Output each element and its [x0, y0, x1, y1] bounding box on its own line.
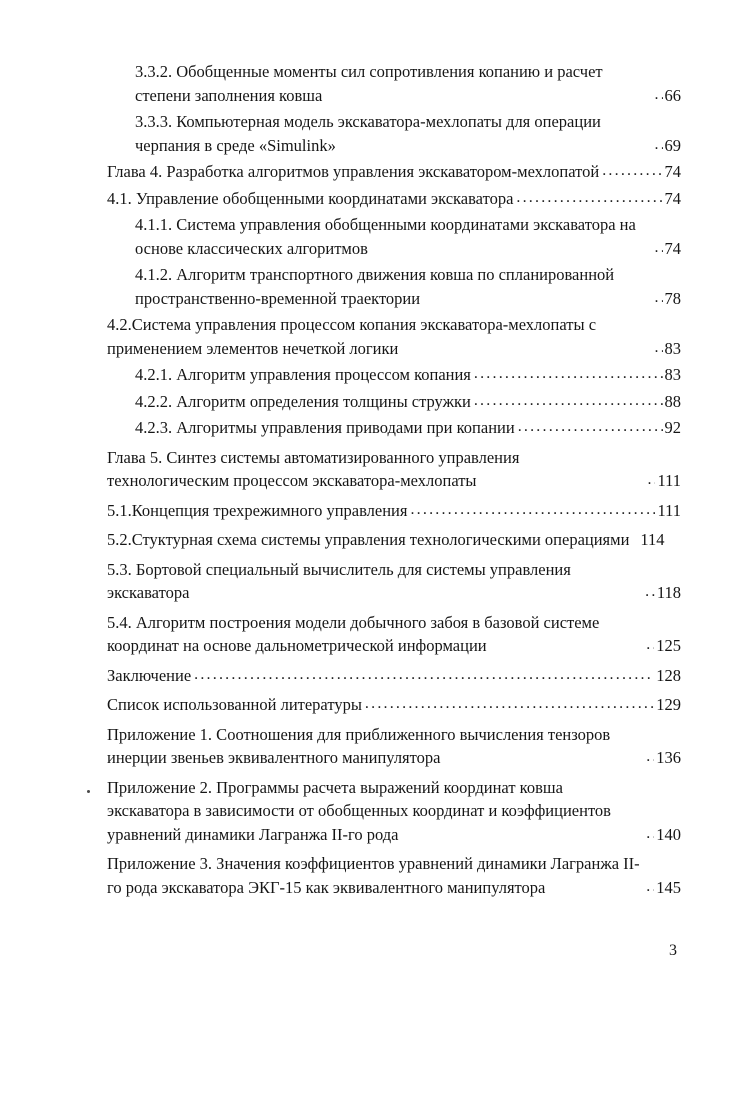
toc-entry-page-number: 74: [664, 188, 681, 208]
toc-dot-leader: [518, 420, 663, 440]
toc-entry-text: 3.3.2. Обобщенные моменты сил сопротивления копанию и расчет степени заполнения ковша: [135, 62, 603, 105]
toc-entry: [135, 213, 681, 260]
toc-entry-page-number: 111: [657, 471, 681, 490]
stray-dot-artifact: [87, 790, 90, 793]
toc-dot-leader: [655, 240, 663, 260]
toc-entry: [107, 187, 681, 211]
toc-entry: [107, 611, 681, 658]
toc-list: [107, 60, 681, 899]
toc-dot-leader: [646, 826, 654, 846]
toc-dot-leader: [516, 190, 662, 210]
toc-entry: [135, 363, 681, 387]
toc-entry: [107, 852, 681, 899]
toc-dot-leader: [646, 879, 654, 899]
toc-entry-page-number: 69: [664, 135, 681, 155]
toc-entry-page-number: 128: [656, 665, 681, 685]
toc-entry-page-number: 111: [657, 500, 681, 520]
toc-entry: [135, 110, 681, 157]
toc-entry-text: 5.4. Алгоритм построения модели добычного забоя в базовой системе координат на основе дальнометрической информации: [107, 612, 600, 655]
toc-dot-leader: [647, 473, 655, 493]
toc-entry-text: Глава 5. Синтез системы автоматизированного управления технологическим процессом экскаватора-мехлопаты: [107, 447, 520, 490]
toc-entry-text: 5.2.Стуктурная схема системы управления технологическими операциями: [107, 530, 630, 549]
toc-entry-text: 4.2.Система управления процессом копания экскаватора-мехлопаты с применением элементов нечеткой логики: [107, 315, 597, 358]
toc-entry-page-number: 74: [664, 162, 681, 181]
toc-dot-leader: [602, 164, 662, 184]
toc-entry-page-number: 83: [664, 365, 681, 384]
toc-entry-page-number: 125: [656, 636, 681, 655]
toc-entry-text: Приложение 1. Соотношения для приближенного вычисления тензоров инерции звеньев эквивалентного манипулятора: [107, 724, 611, 767]
toc-entry-page-number: 83: [664, 338, 681, 358]
toc-entry-page-number: 140: [656, 824, 681, 844]
toc-dot-leader: [646, 750, 654, 770]
toc-entry: [107, 693, 681, 717]
toc-dot-leader: [655, 340, 663, 360]
toc-entry: [107, 160, 681, 184]
toc-entry: [107, 446, 681, 493]
toc-entry: [135, 263, 681, 310]
toc-entry: [107, 499, 681, 523]
toc-entry-page-number: 145: [656, 877, 681, 897]
toc-entry-text: 4.1.1. Система управления обобщенными координатами экскаватора на основе классических алгоритмов: [135, 215, 636, 258]
toc-dot-leader: [194, 667, 654, 687]
toc-entry-page-number: 92: [664, 418, 681, 437]
toc-entry-text: 4.1.2. Алгоритм транспортного движения ковша по спланированной пространственно-временной траектории: [135, 265, 615, 308]
toc-entry-page-number: 118: [656, 583, 681, 602]
toc-entry-page-number: 114: [640, 530, 665, 549]
toc-entry-text: 5.1.Концепция трехрежимного управления: [107, 500, 408, 520]
toc-entry-text: 4.2.3. Алгоритмы управления приводами при копании: [135, 418, 515, 437]
toc-entry: [107, 776, 681, 847]
toc-entry: [107, 558, 681, 605]
toc-entry: [135, 390, 681, 414]
toc-entry-page-number: 78: [664, 288, 681, 308]
toc-dot-leader: [646, 638, 654, 658]
toc-dot-leader: [410, 502, 655, 522]
toc-entry-text: 3.3.3. Компьютерная модель экскаватора-мехлопаты для операции черпания в среде «Simulink»: [135, 112, 601, 155]
toc-entry-text: Глава 4. Разработка алгоритмов управления экскаватором-мехлопатой: [107, 162, 600, 181]
toc-entry-text: 5.3. Бортовой специальный вычислитель для системы управления экскаватора: [107, 559, 571, 602]
toc-entry-page-number: 66: [664, 85, 681, 105]
toc-dot-leader: [632, 532, 638, 552]
toc-entry: [107, 723, 681, 770]
toc-entry-text: 4.2.1. Алгоритм управления процессом копания: [135, 365, 471, 384]
toc-dot-leader: [365, 697, 654, 717]
toc-entry: [135, 416, 681, 440]
toc-entry-text: 4.2.2. Алгоритм определения толщины стружки: [135, 391, 471, 411]
toc-entry-text: Приложение 2. Программы расчета выражений координат ковша экскаватора в зависимости от обобщенных координат и коэффициентов уравнений динамики Лагранжа II-го рода: [107, 777, 611, 844]
toc-entry-text: Приложение 3. Значения коэффициентов уравнений динамики Лагранжа II-го рода экскаватора ЭКГ-15 как эквивалентного манипулятора: [107, 854, 640, 897]
toc-dot-leader: [474, 367, 663, 387]
toc-entry: [107, 313, 681, 360]
toc-dot-leader: [655, 137, 663, 157]
toc-entry-text: Заключение: [107, 665, 192, 685]
toc-entry-text: 4.1. Управление обобщенными координатами экскаватора: [107, 188, 514, 208]
toc-dot-leader: [474, 393, 663, 413]
footer-page-number: 3: [669, 942, 677, 959]
toc-entry: [107, 664, 681, 688]
toc-dot-leader: [655, 87, 663, 107]
toc-entry-page-number: 136: [656, 748, 681, 767]
toc-entry-page-number: 74: [664, 238, 681, 258]
toc-entry: [107, 528, 681, 552]
toc-entry-page-number: 129: [656, 695, 681, 714]
toc-entry-page-number: 88: [664, 391, 681, 411]
toc-dot-leader: [655, 290, 663, 310]
toc-entry-text: Список использованной литературы: [107, 695, 362, 714]
toc-dot-leader: [645, 585, 655, 605]
toc-entry: [135, 60, 681, 107]
